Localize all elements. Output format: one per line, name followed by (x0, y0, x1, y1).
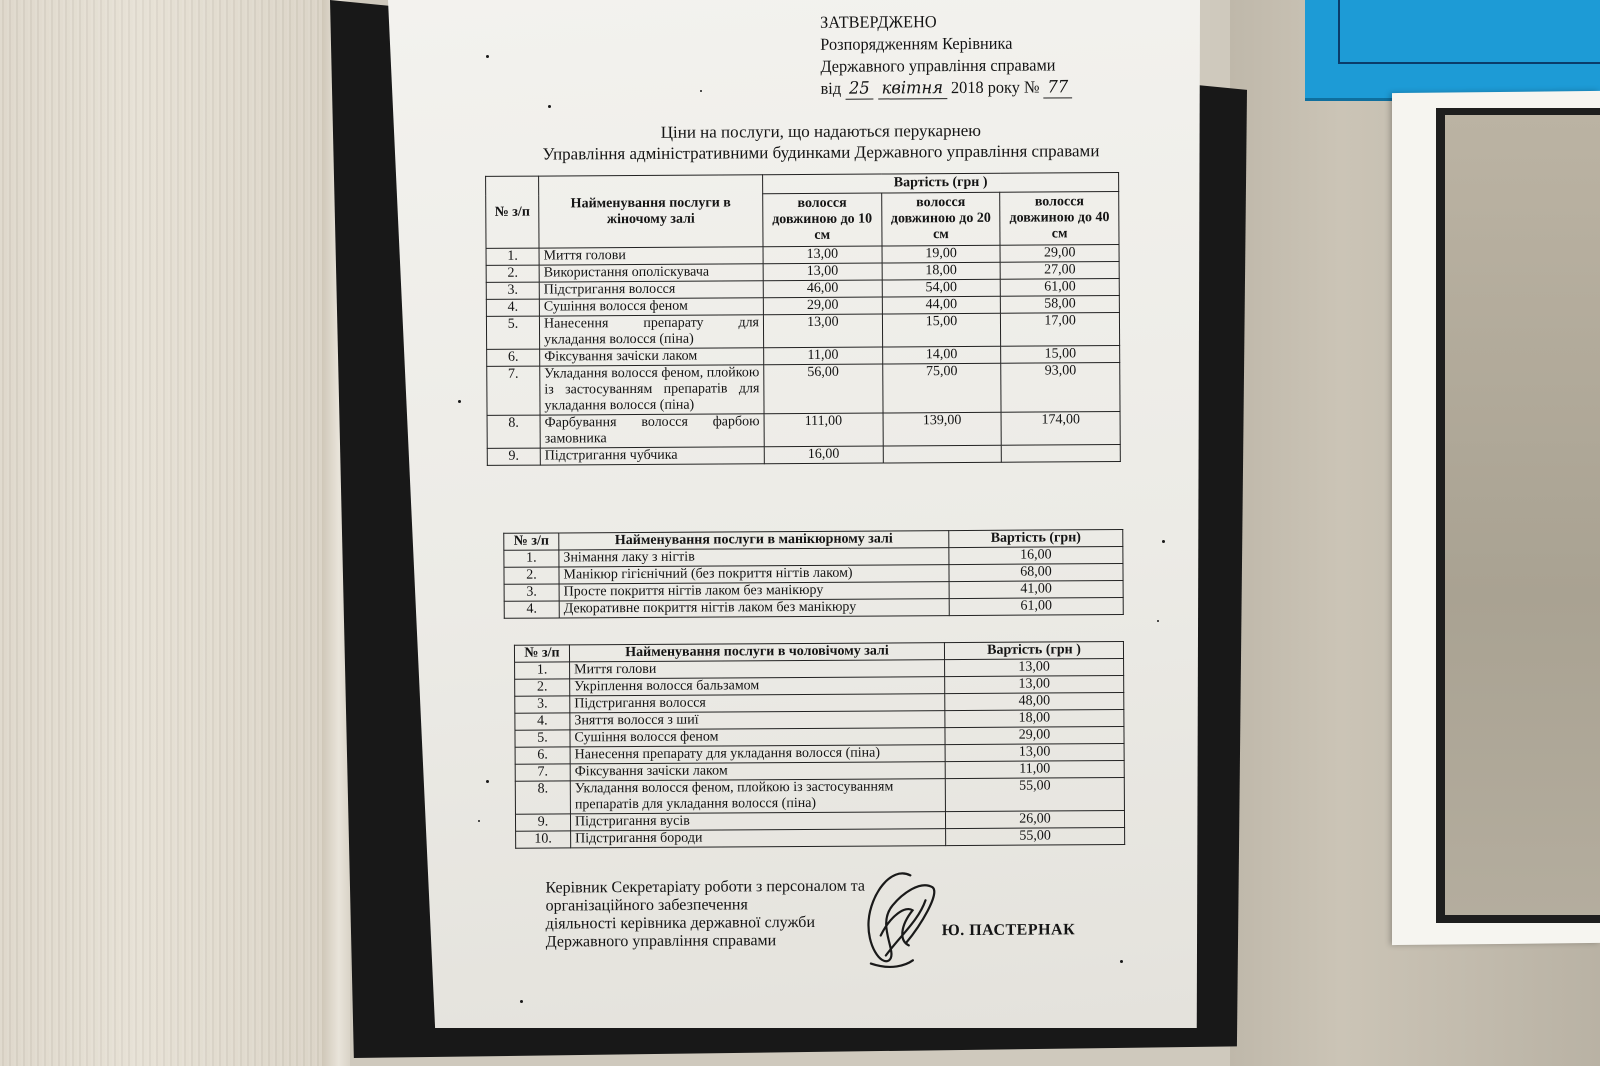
service-price: 18,00 (945, 710, 1124, 728)
price-20cm: 18,00 (882, 262, 1001, 280)
service-name: Підстригання бороди (571, 829, 946, 848)
service-price: 29,00 (945, 727, 1124, 745)
table-row (487, 412, 1120, 449)
wallpaper-left (0, 0, 345, 1066)
approved-line-1: Розпорядженням Керівника (820, 33, 1013, 54)
service-name: Сушіння волосся феном (570, 728, 945, 747)
price-40cm: 15,00 (1001, 346, 1120, 364)
row-number: 4. (504, 601, 559, 618)
row-number: 1. (515, 662, 570, 679)
price-20cm: 14,00 (882, 346, 1001, 364)
service-name: Нанесення препарату для укладання волосся (піна) (570, 745, 945, 764)
men-col-cost: Вартість (грн ) (944, 642, 1123, 660)
women-col-20: волосся довжиною до 20 см (881, 192, 1000, 246)
men-col-name: Найменування послуги в чоловічому залі (569, 643, 944, 662)
service-name: Миття голови (539, 247, 763, 265)
service-price: 13,00 (945, 659, 1124, 677)
service-price: 26,00 (945, 811, 1124, 829)
women-col-name: Найменування послуги в жіночому залі (539, 175, 763, 248)
price-40cm: 61,00 (1001, 279, 1120, 297)
approved-line-2: Державного управління справами (820, 55, 1056, 76)
price-10cm: 13,00 (763, 263, 882, 281)
right-frame-glass (1445, 115, 1600, 915)
row-number: 5. (486, 316, 539, 349)
service-price: 13,00 (945, 744, 1124, 762)
service-name: Підстригання волосся (570, 694, 945, 713)
manicure-col-num: № з/п (504, 533, 559, 550)
row-number: 4. (515, 713, 570, 730)
row-number: 2. (515, 679, 570, 696)
approved-heading: ЗАТВЕРДЖЕНО (820, 12, 937, 32)
row-number: 10. (516, 831, 571, 848)
row-number: 3. (486, 282, 539, 299)
service-price: 13,00 (945, 676, 1124, 694)
service-name: Нанесення препарату для укладання волосся (піна) (539, 315, 763, 349)
service-name: Зняття волосся з шиї (570, 711, 945, 730)
service-price: 55,00 (945, 778, 1124, 812)
service-price: 55,00 (946, 828, 1125, 846)
price-20cm: 44,00 (882, 296, 1001, 314)
service-name: Знімання лаку з нігтів (559, 548, 949, 567)
service-price: 48,00 (945, 693, 1124, 711)
row-number: 7. (487, 366, 540, 415)
women-col-cost: Вартість (грн ) (763, 173, 1119, 194)
row-number: 6. (487, 349, 540, 366)
document-content (470, 0, 1176, 1030)
service-name: Фіксування зачіски лаком (540, 348, 764, 366)
service-name: Манікюр гігієнічний (без покриття нігтів лаком) (559, 565, 949, 584)
price-40cm: 29,00 (1000, 245, 1119, 263)
service-name: Підстригання вусів (570, 812, 945, 831)
men-col-num: № з/п (514, 645, 569, 662)
row-number: 1. (486, 248, 539, 265)
dust-speck (478, 820, 480, 822)
order-number: 77 (1044, 77, 1073, 98)
service-name: Фарбування волосся фарбою замовника (540, 414, 764, 448)
service-name: Використання ополіскувача (539, 264, 763, 282)
price-40cm: 27,00 (1000, 262, 1119, 280)
table-row (515, 778, 1124, 815)
handwritten-signature (850, 865, 941, 976)
dust-speck (486, 55, 489, 58)
service-name: Декоративне покриття нігтів лаком без манікюру (559, 599, 949, 618)
dust-speck (548, 105, 551, 108)
men-price-table (514, 641, 1125, 849)
price-10cm: 11,00 (764, 347, 883, 365)
service-name: Підстригання волосся (539, 281, 763, 299)
approved-date: від 25 квітня 2018 року № 77 (820, 76, 1072, 100)
dust-speck (458, 400, 461, 403)
service-name: Просте покриття нігтів лаком без манікюру (559, 582, 949, 601)
row-number: 1. (504, 550, 559, 567)
price-10cm: 16,00 (764, 446, 883, 464)
row-number: 8. (515, 781, 570, 814)
service-price: 68,00 (949, 564, 1123, 582)
women-col-num: № з/п (486, 176, 539, 248)
doc-title-line-1: Ціни на послуги, що надаються перукарнею (660, 120, 981, 142)
service-name: Сушіння волосся феном (539, 298, 763, 316)
table-row (487, 363, 1120, 416)
service-price: 61,00 (949, 598, 1123, 616)
price-10cm: 111,00 (764, 413, 883, 447)
row-number: 3. (515, 696, 570, 713)
price-20cm: 75,00 (882, 363, 1001, 413)
row-number: 5. (515, 730, 570, 747)
row-number: 9. (515, 814, 570, 831)
women-col-40: волосся довжиною до 40 см (1000, 192, 1119, 246)
price-10cm: 56,00 (764, 364, 883, 414)
service-price: 11,00 (945, 761, 1124, 779)
price-20cm: 139,00 (883, 412, 1002, 446)
manicure-col-name: Найменування послуги в манікюрному залі (559, 531, 949, 550)
service-name: Укладання волосся феном, плойкою із застосуванням препаратів для укладання волосся (піна) (540, 365, 764, 415)
price-20cm: 54,00 (882, 279, 1001, 297)
table-row (504, 598, 1123, 619)
dust-speck (520, 1000, 523, 1003)
table-row (486, 313, 1119, 350)
women-price-table (485, 172, 1121, 466)
date-month: квітня (878, 78, 947, 99)
price-40cm: 93,00 (1001, 363, 1120, 413)
signatory-title: Керівник Секретаріату роботи з персоналом та організаційного забезпечення діяльності керівника державної служби Державного управління справами (545, 877, 866, 951)
price-40cm (1002, 445, 1121, 463)
price-20cm (883, 445, 1002, 463)
price-10cm: 46,00 (763, 280, 882, 298)
price-40cm: 58,00 (1001, 296, 1120, 314)
dust-speck (1120, 960, 1123, 963)
service-price: 41,00 (949, 581, 1123, 599)
women-col-10: волосся довжиною до 10 см (763, 193, 882, 247)
dust-speck (1157, 620, 1159, 622)
service-name: Укладання волосся феном, плойкою із застосуванням препаратів для укладання волосся (піна) (570, 779, 945, 814)
row-number: 2. (504, 567, 559, 584)
price-40cm: 174,00 (1001, 412, 1120, 446)
service-name: Укріплення волосся бальзамом (570, 677, 945, 696)
row-number: 2. (486, 265, 539, 282)
price-20cm: 19,00 (882, 245, 1001, 263)
approval-block (820, 10, 1072, 100)
price-10cm: 13,00 (763, 314, 882, 348)
price-10cm: 13,00 (763, 246, 882, 264)
date-day: 25 (845, 79, 874, 100)
price-10cm: 29,00 (763, 297, 882, 315)
row-number: 3. (504, 584, 559, 601)
manicure-col-cost: Вартість (грн) (949, 530, 1123, 548)
row-number: 6. (515, 747, 570, 764)
service-name: Підстригання чубчика (540, 447, 764, 465)
doc-title-line-2: Управління адміністративними будинками Державного управління справами (542, 141, 1100, 164)
service-name: Миття голови (570, 660, 945, 679)
blue-sign-border (1338, 0, 1600, 64)
manicure-price-table (503, 529, 1124, 619)
service-name: Фіксування зачіски лаком (570, 762, 945, 781)
row-number: 4. (486, 299, 539, 316)
signatory-name: Ю. ПАСТЕРНАК (941, 921, 1076, 940)
table-row (516, 828, 1125, 849)
dust-speck (700, 90, 702, 92)
row-number: 7. (515, 764, 570, 781)
row-number: 9. (487, 448, 540, 465)
dust-speck (1162, 540, 1165, 543)
service-price: 16,00 (949, 547, 1123, 565)
price-40cm: 17,00 (1001, 313, 1120, 347)
price-20cm: 15,00 (882, 313, 1001, 347)
row-number: 8. (487, 415, 540, 448)
table-row (487, 445, 1120, 466)
dust-speck (486, 780, 489, 783)
